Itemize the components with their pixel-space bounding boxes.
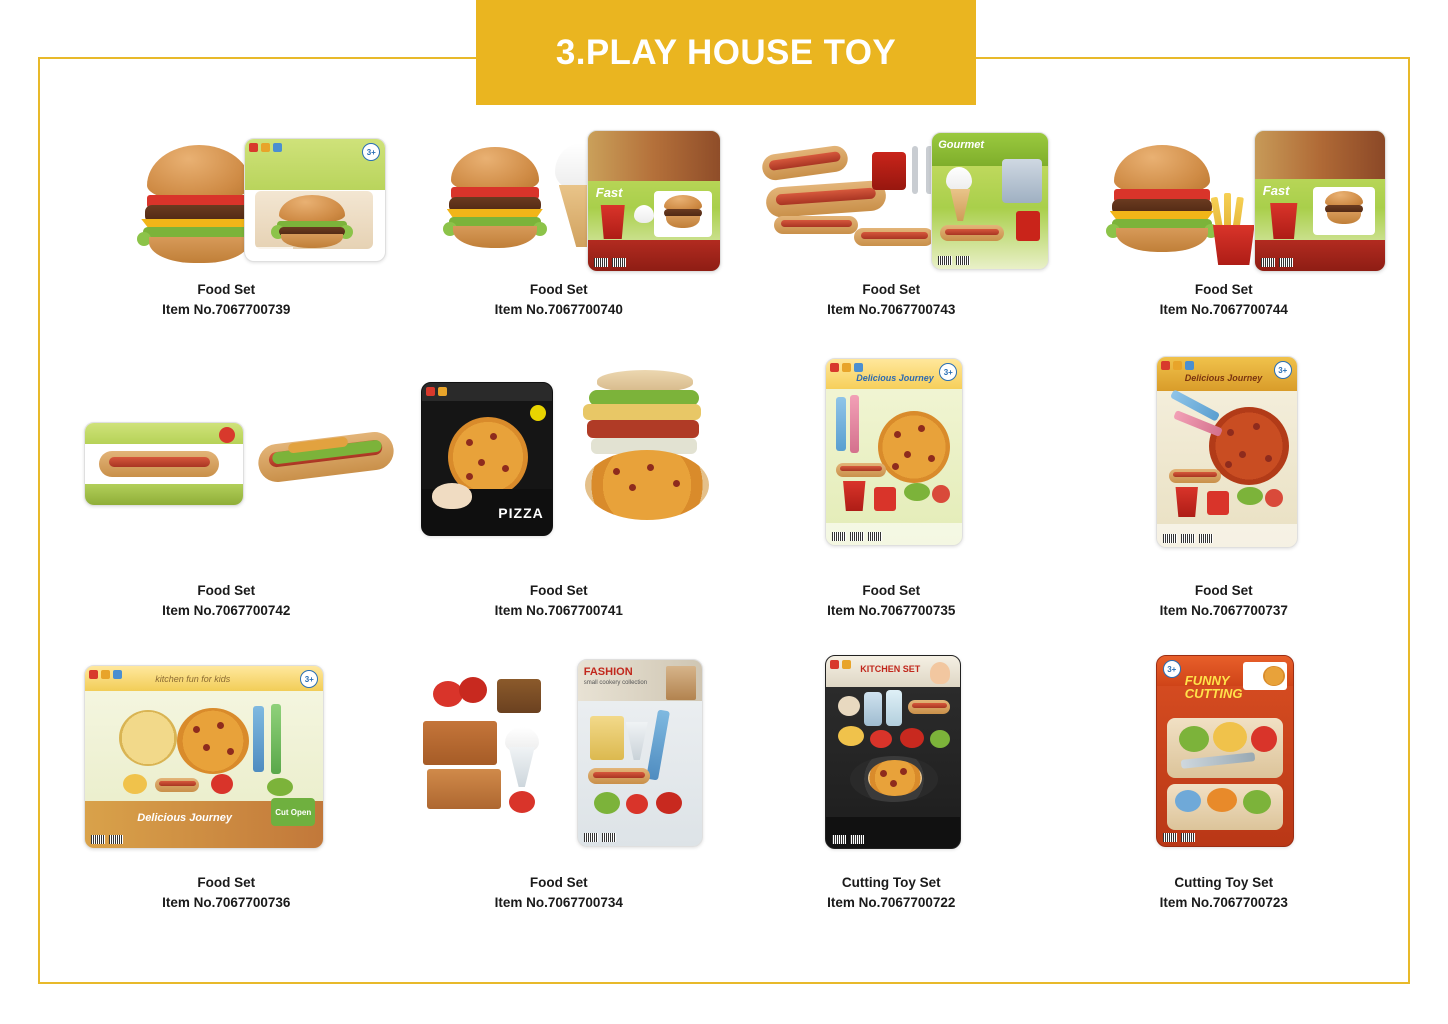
product-card[interactable] bbox=[393, 356, 726, 655]
product-name: Food Set bbox=[529, 875, 588, 890]
product-name: Food Set bbox=[197, 583, 256, 598]
package-art: Fast bbox=[587, 130, 721, 272]
product-name: Food Set bbox=[529, 583, 588, 598]
product-item-no: Item No.7067700741 bbox=[494, 602, 623, 618]
product-card[interactable] bbox=[1058, 356, 1391, 655]
product-image bbox=[409, 356, 709, 581]
product-name: Food Set bbox=[862, 282, 921, 297]
product-name: Cutting Toy Set bbox=[1174, 875, 1274, 890]
product-image bbox=[76, 655, 376, 873]
product-caption bbox=[1160, 581, 1288, 620]
package-art: KITCHEN SET bbox=[825, 655, 961, 849]
package-art: FASHION small cookery collection bbox=[577, 659, 703, 847]
product-caption bbox=[162, 280, 290, 319]
product-caption bbox=[1160, 280, 1288, 319]
package-art: 3+ kitchen fun for kids Delicious Journey Cut Open bbox=[84, 665, 324, 849]
product-name: Cutting Toy Set bbox=[841, 875, 941, 890]
product-grid bbox=[60, 130, 1390, 920]
product-caption bbox=[495, 873, 623, 912]
product-image bbox=[1074, 130, 1374, 280]
product-caption bbox=[827, 280, 955, 319]
product-item-no: Item No.7067700737 bbox=[1159, 602, 1288, 618]
product-caption bbox=[1160, 873, 1288, 912]
product-caption bbox=[827, 873, 955, 912]
package-art bbox=[84, 422, 244, 506]
product-image bbox=[76, 130, 376, 280]
package-art: 3+ bbox=[244, 138, 386, 262]
package-art: 3+ FUNNY CUTTING bbox=[1156, 655, 1294, 847]
product-image bbox=[409, 655, 709, 873]
product-image bbox=[76, 356, 376, 581]
product-card[interactable] bbox=[60, 356, 393, 655]
product-item-no: Item No.7067700722 bbox=[827, 894, 956, 910]
package-art: Gourmet bbox=[931, 132, 1049, 270]
product-image bbox=[1074, 655, 1374, 873]
product-name: Food Set bbox=[197, 875, 256, 890]
product-image bbox=[1074, 356, 1374, 581]
product-card[interactable] bbox=[60, 130, 393, 356]
product-card[interactable] bbox=[1058, 655, 1391, 920]
product-caption bbox=[495, 280, 623, 319]
package-art: Fast bbox=[1254, 130, 1386, 272]
product-name: Food Set bbox=[1194, 583, 1253, 598]
product-caption bbox=[162, 581, 290, 620]
product-item-no: Item No.7067700742 bbox=[162, 602, 291, 618]
product-card[interactable] bbox=[725, 356, 1058, 655]
product-image bbox=[741, 655, 1041, 873]
product-item-no: Item No.7067700734 bbox=[494, 894, 623, 910]
product-item-no: Item No.7067700723 bbox=[1159, 894, 1288, 910]
product-item-no: Item No.7067700740 bbox=[494, 301, 623, 317]
package-art: 3+ Delicious Journey bbox=[1156, 356, 1298, 548]
page-title: 3.PLAY HOUSE TOY bbox=[555, 33, 897, 72]
package-art: PIZZA bbox=[421, 382, 553, 536]
product-item-no: Item No.7067700735 bbox=[827, 602, 956, 618]
package-art: 3+ Delicious Journey bbox=[825, 358, 963, 546]
product-item-no: Item No.7067700744 bbox=[1159, 301, 1288, 317]
product-card[interactable] bbox=[725, 130, 1058, 356]
product-card[interactable] bbox=[393, 655, 726, 920]
product-item-no: Item No.7067700736 bbox=[162, 894, 291, 910]
product-name: Food Set bbox=[1194, 282, 1253, 297]
product-caption bbox=[827, 581, 955, 620]
product-card[interactable] bbox=[725, 655, 1058, 920]
product-card[interactable] bbox=[393, 130, 726, 356]
section-banner bbox=[476, 0, 976, 105]
product-image bbox=[741, 356, 1041, 581]
product-image bbox=[741, 130, 1041, 280]
product-name: Food Set bbox=[529, 282, 588, 297]
product-name: Food Set bbox=[862, 583, 921, 598]
product-caption bbox=[162, 873, 290, 912]
product-name: Food Set bbox=[197, 282, 256, 297]
product-card[interactable] bbox=[1058, 130, 1391, 356]
product-card[interactable] bbox=[60, 655, 393, 920]
product-item-no: Item No.7067700739 bbox=[162, 301, 291, 317]
product-item-no: Item No.7067700743 bbox=[827, 301, 956, 317]
product-caption bbox=[495, 581, 623, 620]
product-image bbox=[409, 130, 709, 280]
